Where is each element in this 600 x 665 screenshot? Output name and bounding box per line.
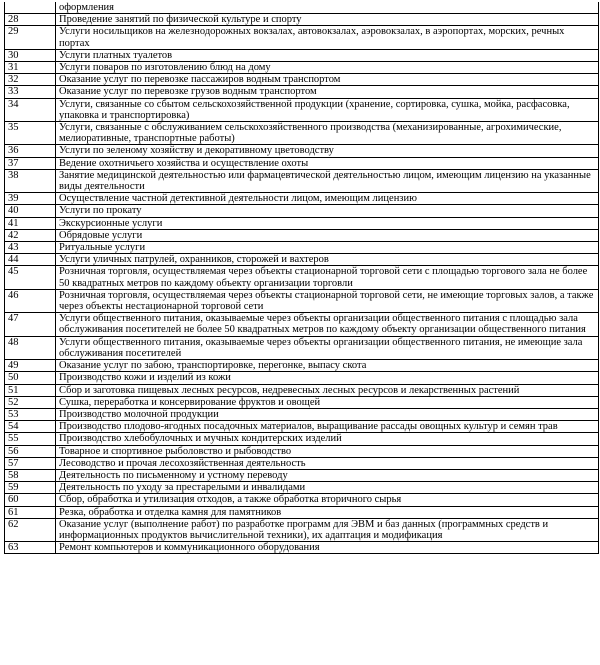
table-row (5, 384, 599, 396)
row-number: 36 (5, 145, 56, 157)
row-number: 46 (5, 289, 56, 312)
row-text: Деятельность по уходу за престарелыми и инвалидами (56, 482, 599, 494)
row-text: Розничная торговля, осуществляемая через объекты стационарной торговой сети с площадью торгового зала не более 50 квадратных метров по каждому объекту организации торговли (56, 266, 599, 289)
table-row (5, 396, 599, 408)
row-text: Услуги платных туалетов (56, 49, 599, 61)
row-text: Услуги по прокату (56, 205, 599, 217)
row-number: 59 (5, 482, 56, 494)
row-text: Ритуальные услуги (56, 242, 599, 254)
table-row (5, 14, 599, 26)
row-text: Проведение занятий по физической культуре и спорту (56, 14, 599, 26)
row-number: 53 (5, 408, 56, 420)
table-row (5, 193, 599, 205)
row-number (5, 2, 56, 14)
row-text: Производство кожи и изделий из кожи (56, 372, 599, 384)
table-row (5, 122, 599, 145)
row-number: 50 (5, 372, 56, 384)
table-row (5, 98, 599, 121)
table-row (5, 457, 599, 469)
row-text: Сбор, обработка и утилизация отходов, а также обработка вторичного сырья (56, 494, 599, 506)
document-page (4, 2, 596, 554)
table-row (5, 26, 599, 49)
row-number: 39 (5, 193, 56, 205)
row-text: Сбор и заготовка пищевых лесных ресурсов, недревесных лесных ресурсов и лекарственных растений (56, 384, 599, 396)
table-row (5, 433, 599, 445)
row-text: Ведение охотничьего хозяйства и осуществление охоты (56, 157, 599, 169)
row-text: Резка, обработка и отделка камня для памятников (56, 506, 599, 518)
row-text: Оказание услуг по забою, транспортировке, перегонке, выпасу скота (56, 360, 599, 372)
row-text: Товарное и спортивное рыболовство и рыбоводство (56, 445, 599, 457)
row-number: 44 (5, 254, 56, 266)
row-number: 56 (5, 445, 56, 457)
table-row (5, 49, 599, 61)
table-row (5, 542, 599, 554)
table-row (5, 266, 599, 289)
table-row (5, 372, 599, 384)
table-row (5, 506, 599, 518)
row-number: 52 (5, 396, 56, 408)
row-number: 55 (5, 433, 56, 445)
row-number: 45 (5, 266, 56, 289)
row-number: 51 (5, 384, 56, 396)
row-number: 58 (5, 469, 56, 481)
table-row (5, 469, 599, 481)
table-row (5, 62, 599, 74)
row-text: Сушка, переработка и консервирование фруктов и овощей (56, 396, 599, 408)
table-row (5, 157, 599, 169)
row-number: 28 (5, 14, 56, 26)
table-row (5, 74, 599, 86)
row-text: Услуги поваров по изготовлению блюд на дому (56, 62, 599, 74)
row-number: 34 (5, 98, 56, 121)
row-text: Услуги общественного питания, оказываемые через объекты организации общественного питания, не имеющие зала обслуживания посетителей (56, 336, 599, 359)
table-row (5, 360, 599, 372)
row-text: Оказание услуг по перевозке пассажиров водным транспортом (56, 74, 599, 86)
row-number: 47 (5, 313, 56, 336)
row-text: Обрядовые услуги (56, 229, 599, 241)
row-text: Услуги, связанные со сбытом сельскохозяйственной продукции (хранение, сортировка, сушка, мойка, расфасовка, упаковка и транспортировка) (56, 98, 599, 121)
table-row-continued (5, 2, 599, 14)
row-text: Оказание услуг по перевозке грузов водным транспортом (56, 86, 599, 98)
row-number: 63 (5, 542, 56, 554)
table-row (5, 229, 599, 241)
row-text: Услуги носильщиков на железнодорожных вокзалах, автовокзалах, аэровокзалах, в аэропортах, морских, речных портах (56, 26, 599, 49)
table-row (5, 86, 599, 98)
table-row (5, 205, 599, 217)
row-number: 40 (5, 205, 56, 217)
row-text: Занятие медицинской деятельностью или фармацевтической деятельностью лицом, имеющим лицензию на указанные виды деятельности (56, 169, 599, 192)
row-text: Производство плодово-ягодных посадочных материалов, выращивание рассады овощных культур и семян трав (56, 421, 599, 433)
row-number: 30 (5, 49, 56, 61)
row-number: 29 (5, 26, 56, 49)
table-row (5, 336, 599, 359)
row-number: 38 (5, 169, 56, 192)
table-row (5, 518, 599, 541)
row-number: 43 (5, 242, 56, 254)
row-number: 32 (5, 74, 56, 86)
table-row (5, 482, 599, 494)
table-row (5, 169, 599, 192)
row-text: оформления (56, 2, 599, 14)
table-row (5, 445, 599, 457)
row-text: Деятельность по письменному и устному переводу (56, 469, 599, 481)
table-row (5, 494, 599, 506)
row-text: Осуществление частной детективной деятельности лицом, имеющим лицензию (56, 193, 599, 205)
row-text: Услуги уличных патрулей, охранников, сторожей и вахтеров (56, 254, 599, 266)
row-number: 37 (5, 157, 56, 169)
row-number: 62 (5, 518, 56, 541)
row-text: Услуги по зеленому хозяйству и декоративному цветоводству (56, 145, 599, 157)
row-number: 33 (5, 86, 56, 98)
activities-table (4, 2, 599, 554)
row-number: 42 (5, 229, 56, 241)
row-number: 35 (5, 122, 56, 145)
row-number: 60 (5, 494, 56, 506)
row-text: Услуги, связанные с обслуживанием сельскохозяйственного производства (механизированные, агрохимические, мелиоративные, транспортные работы) (56, 122, 599, 145)
row-text: Услуги общественного питания, оказываемые через объекты организации общественного питания с площадью зала обслуживания посетителей не более 50 квадратных метров по каждому объекту организации общественного питания (56, 313, 599, 336)
row-text: Ремонт компьютеров и коммуникационного оборудования (56, 542, 599, 554)
row-number: 48 (5, 336, 56, 359)
table-row (5, 217, 599, 229)
table-row (5, 313, 599, 336)
row-number: 49 (5, 360, 56, 372)
table-row (5, 408, 599, 420)
table-row (5, 242, 599, 254)
row-text: Экскурсионные услуги (56, 217, 599, 229)
row-text: Лесоводство и прочая лесохозяйственная деятельность (56, 457, 599, 469)
table-row (5, 254, 599, 266)
row-number: 41 (5, 217, 56, 229)
row-text: Производство хлебобулочных и мучных кондитерских изделий (56, 433, 599, 445)
row-number: 54 (5, 421, 56, 433)
row-text: Производство молочной продукции (56, 408, 599, 420)
row-number: 57 (5, 457, 56, 469)
table-row (5, 145, 599, 157)
table-row (5, 289, 599, 312)
row-text: Оказание услуг (выполнение работ) по разработке программ для ЭВМ и баз данных (программных средств и информационных продуктов вычислительной техники), их адаптация и модификация (56, 518, 599, 541)
activities-table-body (5, 2, 599, 554)
row-number: 61 (5, 506, 56, 518)
row-number: 31 (5, 62, 56, 74)
table-row (5, 421, 599, 433)
row-text: Розничная торговля, осуществляемая через объекты стационарной торговой сети, не имеющие торговых залов, а также через объекты нестационарной торговой сети (56, 289, 599, 312)
